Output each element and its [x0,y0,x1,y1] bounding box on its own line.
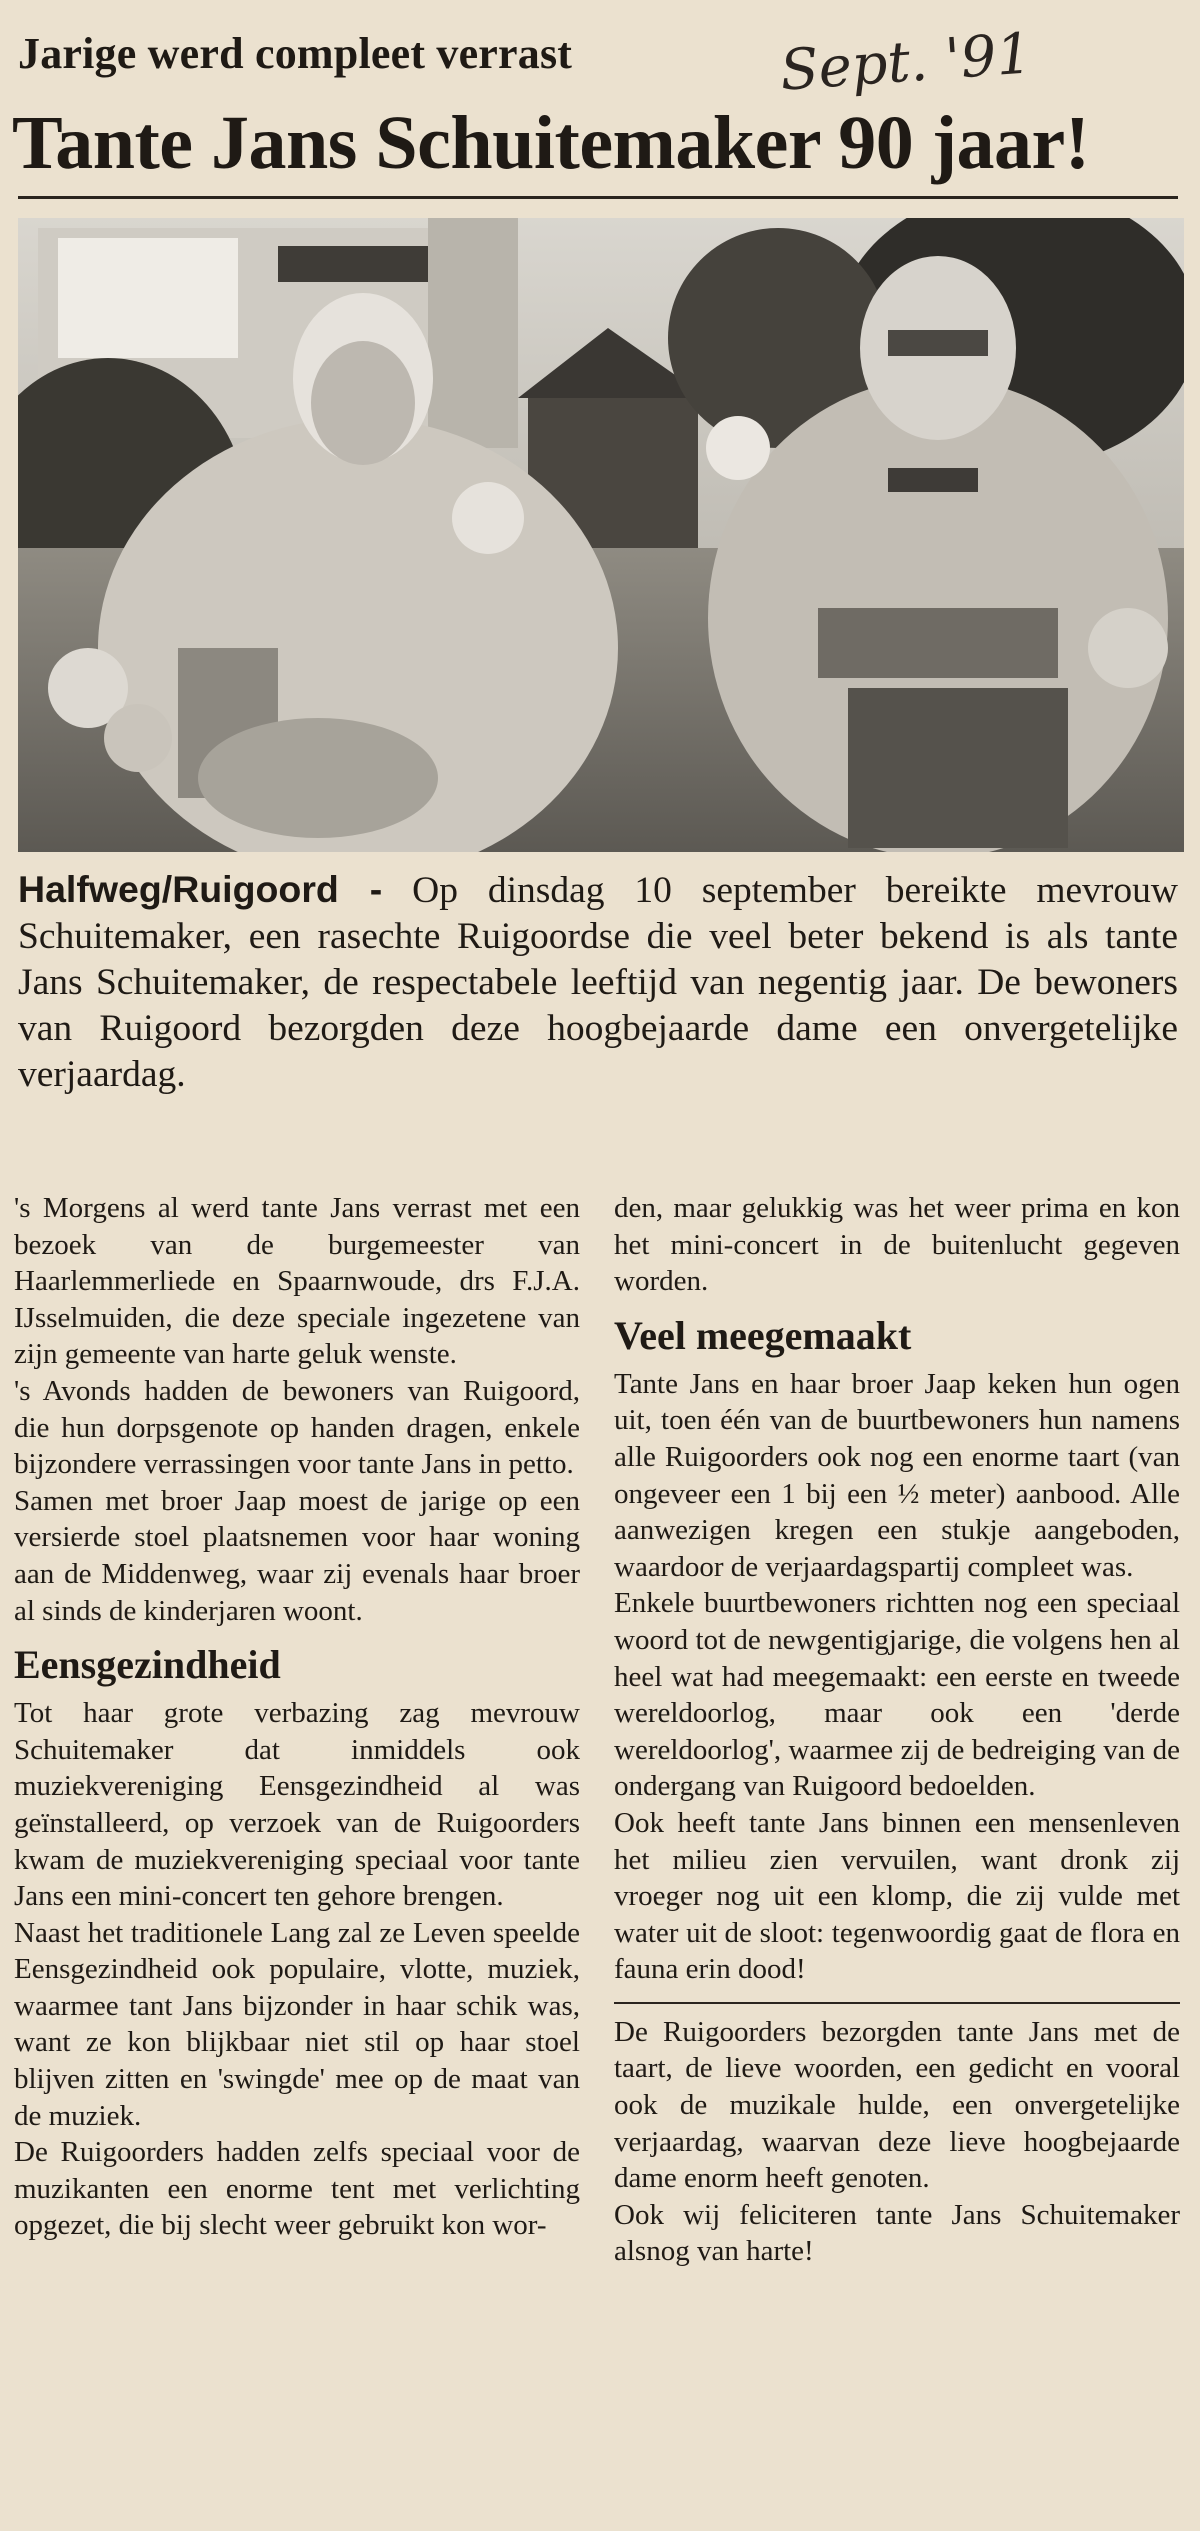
left-paragraph-6: De Ruigoorders hadden zelfs speciaal voor de muzikanten een enorme tent met verlichting opgezet, die bij slecht weer gebruikt kon wor- [14,2136,580,2242]
right-paragraph-5: De Ruigoorders bezorgden tante Jans met de taart, de lieve woorden, een gedicht en vooral ook de muzikale hulde, een onvergetelijke verjaardag, waarvan deze lieve hoogbejaarde dame enorm heeft genoten. [614,2015,1180,2195]
handwritten-date: Sept. '91 [778,21,1035,104]
right-column [614,1190,1180,2270]
headline-rule [18,196,1178,199]
right-paragraph-4: Ook heeft tante Jans binnen een mensenleven het milieu zien vervuilen, want dronk zij vroeger nog uit een klomp, die zij vulde met water uit de sloot: tegenwoordig gaat de flora en fauna erin dood! [614,1806,1180,1986]
photo-illustration [18,218,1184,852]
right-paragraph-3: Enkele buurtbewoners richtten nog een speciaal woord tot de newgentigjarige, die volgens hen al heel wat had meegemaakt: een eerste en tweede wereldoorlog, maar ook een 'derde wereldoorlog', waarmee zij de bedreiging van de ondergang van Ruigoord bedoelden. [614,1587,1180,1803]
right-paragraph-1: den, maar gelukkig was het weer prima en kon het mini-concert in de buitenlucht gegeven worden. [614,1192,1180,1298]
article-intro [18,866,1178,1098]
right-paragraph-2: Tante Jans en haar broer Jaap keken hun ogen uit, toen één van de buurtbewoners hun namens alle Ruigoorders ook nog een enorme taart (van ongeveer een 1 bij een ½ meter) aanbood. Alle aanwezigen kregen een stukje aangeboden, waardoor de verjaardagspartij compleet was. [614,1367,1180,1583]
subheading-eensgezindheid: Eensgezindheid [14,1642,281,1688]
intro-dateline: Halfweg/Ruigoord - [18,868,383,910]
left-paragraph-4: Tot haar grote verbazing zag mevrouw Schuitemaker dat inmiddels ook muziekvereniging Eensgezindheid al was geïnstalleerd, op verzoek van de Ruigoorders kwam de muziekvereniging speciaal voor tante Jans een mini-concert ten gehore brengen. [14,1697,580,1913]
left-paragraph-2: 's Avonds hadden de bewoners van Ruigoord, die hun dorpsgenote op handen dragen, enkele bijzondere verrassingen voor tante Jans in petto. [14,1374,580,1481]
right-paragraph-6: Ook wij feliciteren tante Jans Schuitemaker alsnog van harte! [614,2198,1180,2268]
left-paragraph-5: Naast het traditionele Lang zal ze Leven speelde Eensgezindheid ook populaire, vlotte, muziek, waarmee tant Jans bijzonder in haar schik was, want ze kon blijkbaar niet stil op haar stoel blijven zitten en 'swingde' mee op de maat van de muziek. [14,1916,580,2132]
left-column [14,1190,580,2244]
left-paragraph-3: Samen met broer Jaap moest de jarige op een versierde stoel plaatsnemen voor haar woning aan de Middenweg, waar zij evenals haar broer al sinds de kinderjaren woont. [14,1484,580,1627]
left-paragraph-1: 's Morgens al werd tante Jans verrast met een bezoek van de burgemeester van Haarlemmerliede en Spaarnwoude, drs F.J.A. IJsselmuiden, die deze speciale ingezetene van zijn gemeente van harte geluk wenste. [14,1192,580,1371]
article-headline: Tante Jans Schuitemaker 90 jaar! [12,101,1090,185]
intro-text: Op dinsdag 10 september bereikte mevrouw Schuitemaker, een rasechte Ruigoordse die veel beter bekend is als tante Jans Schuitemaker, de respectabele leeftijd van negentig jaar. De bewoners van Ruigoord bezorgden deze hoogbejaarde dame een onvergetelijke verjaardag. [18,870,1179,1095]
article-kicker: Jarige werd compleet verrast [18,29,573,78]
subheading-veel-meegemaakt: Veel meegemaakt [614,1312,912,1358]
article-photo [18,218,1184,852]
closing-box [614,2002,1180,2270]
